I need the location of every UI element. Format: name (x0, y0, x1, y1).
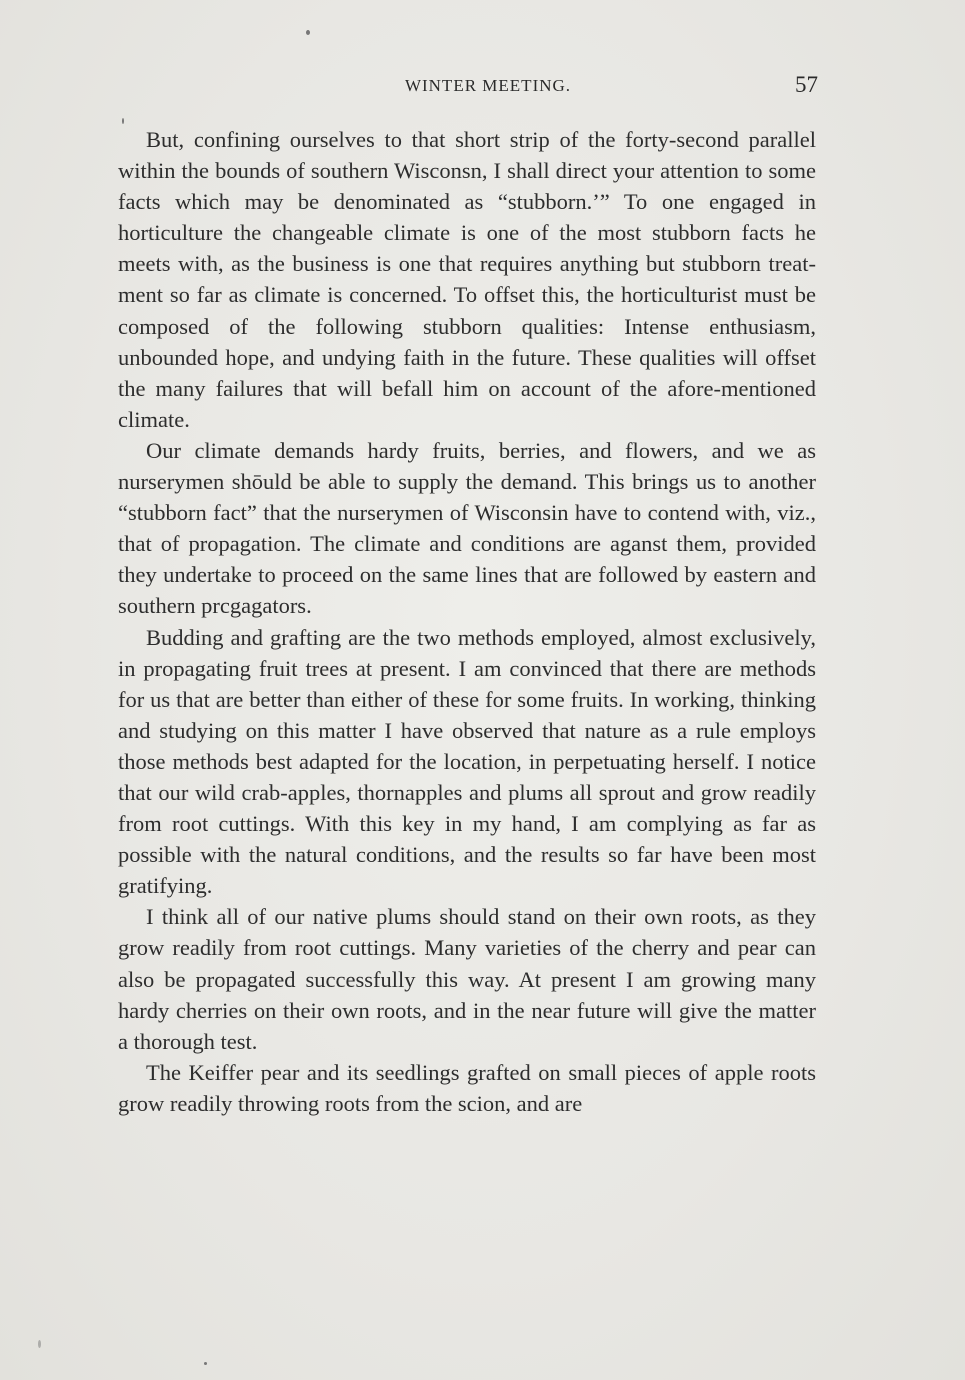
paragraph-5: The Keiffer pear and its seedlings grafted on small pieces of apple roots grow readily throwing roots from the scion, and are (118, 1059, 816, 1116)
page-header (118, 70, 818, 106)
paragraph-4: I think all of our native plums should stand on their own roots, as they grow readily from root cuttings. Many varieties of the cherry and pear can also be propagated successfully this way. At present I am growing many hardy cherries on their own roots, and in the near future will give the matter a thorough test. (118, 904, 816, 1054)
scan-speck (204, 1362, 207, 1365)
paragraph-3: Budding and grafting are the two methods employed, almost exclusively, in propagating fruit trees at present. I am convinced that there are methods for us that are better than either of these for some fruits. In working, thinking and studying on this matter I have observed that nature as a rule employs those methods best adapted for the location, in perpetuating herself. I notice that our wild crab-apples, thornapples and plums all sprout and grow readily from root cuttings. With this key in my hand, I am complying as far as possible with the natural conditions, and the results so far have been most gratifying. (118, 624, 816, 899)
scan-speck (306, 30, 310, 35)
scan-speck (38, 1340, 41, 1348)
paragraph-1: But, confining ourselves to that short strip of the forty-second parallel within the bounds of southern Wisconsn, I shall direct your attention to some facts which may be denominated as “stubborn.’” To one engaged in horticulture the changeable climate is one of the most stubborn facts he meets with, as the business is one that requires anything but stubborn treatment so far as climate is concerned. To offset this, the horticulturist must be composed of the following stubborn qualities: Intense enthusiasm, unbounded hope, and undying faith in the future. These qualities will offset the many failures that will befall him on account of the afore-mentioned climate. (118, 127, 816, 432)
running-head: WINTER MEETING. (404, 76, 572, 95)
scan-speck (122, 118, 124, 124)
page-number: 57 (795, 72, 818, 97)
body-text (118, 124, 816, 1119)
paragraph-2: Our climate demands hardy fruits, berries, and flowers, and we as nurserymen shōuld be able to supply the demand. This brings us to another “stubborn fact” that the nurserymen of Wisconsin have to contend with, viz., that of propagation. The climate and conditions are aganst them, provided they undertake to proceed on the same lines that are followed by eastern and southern prcgagators. (118, 437, 816, 619)
